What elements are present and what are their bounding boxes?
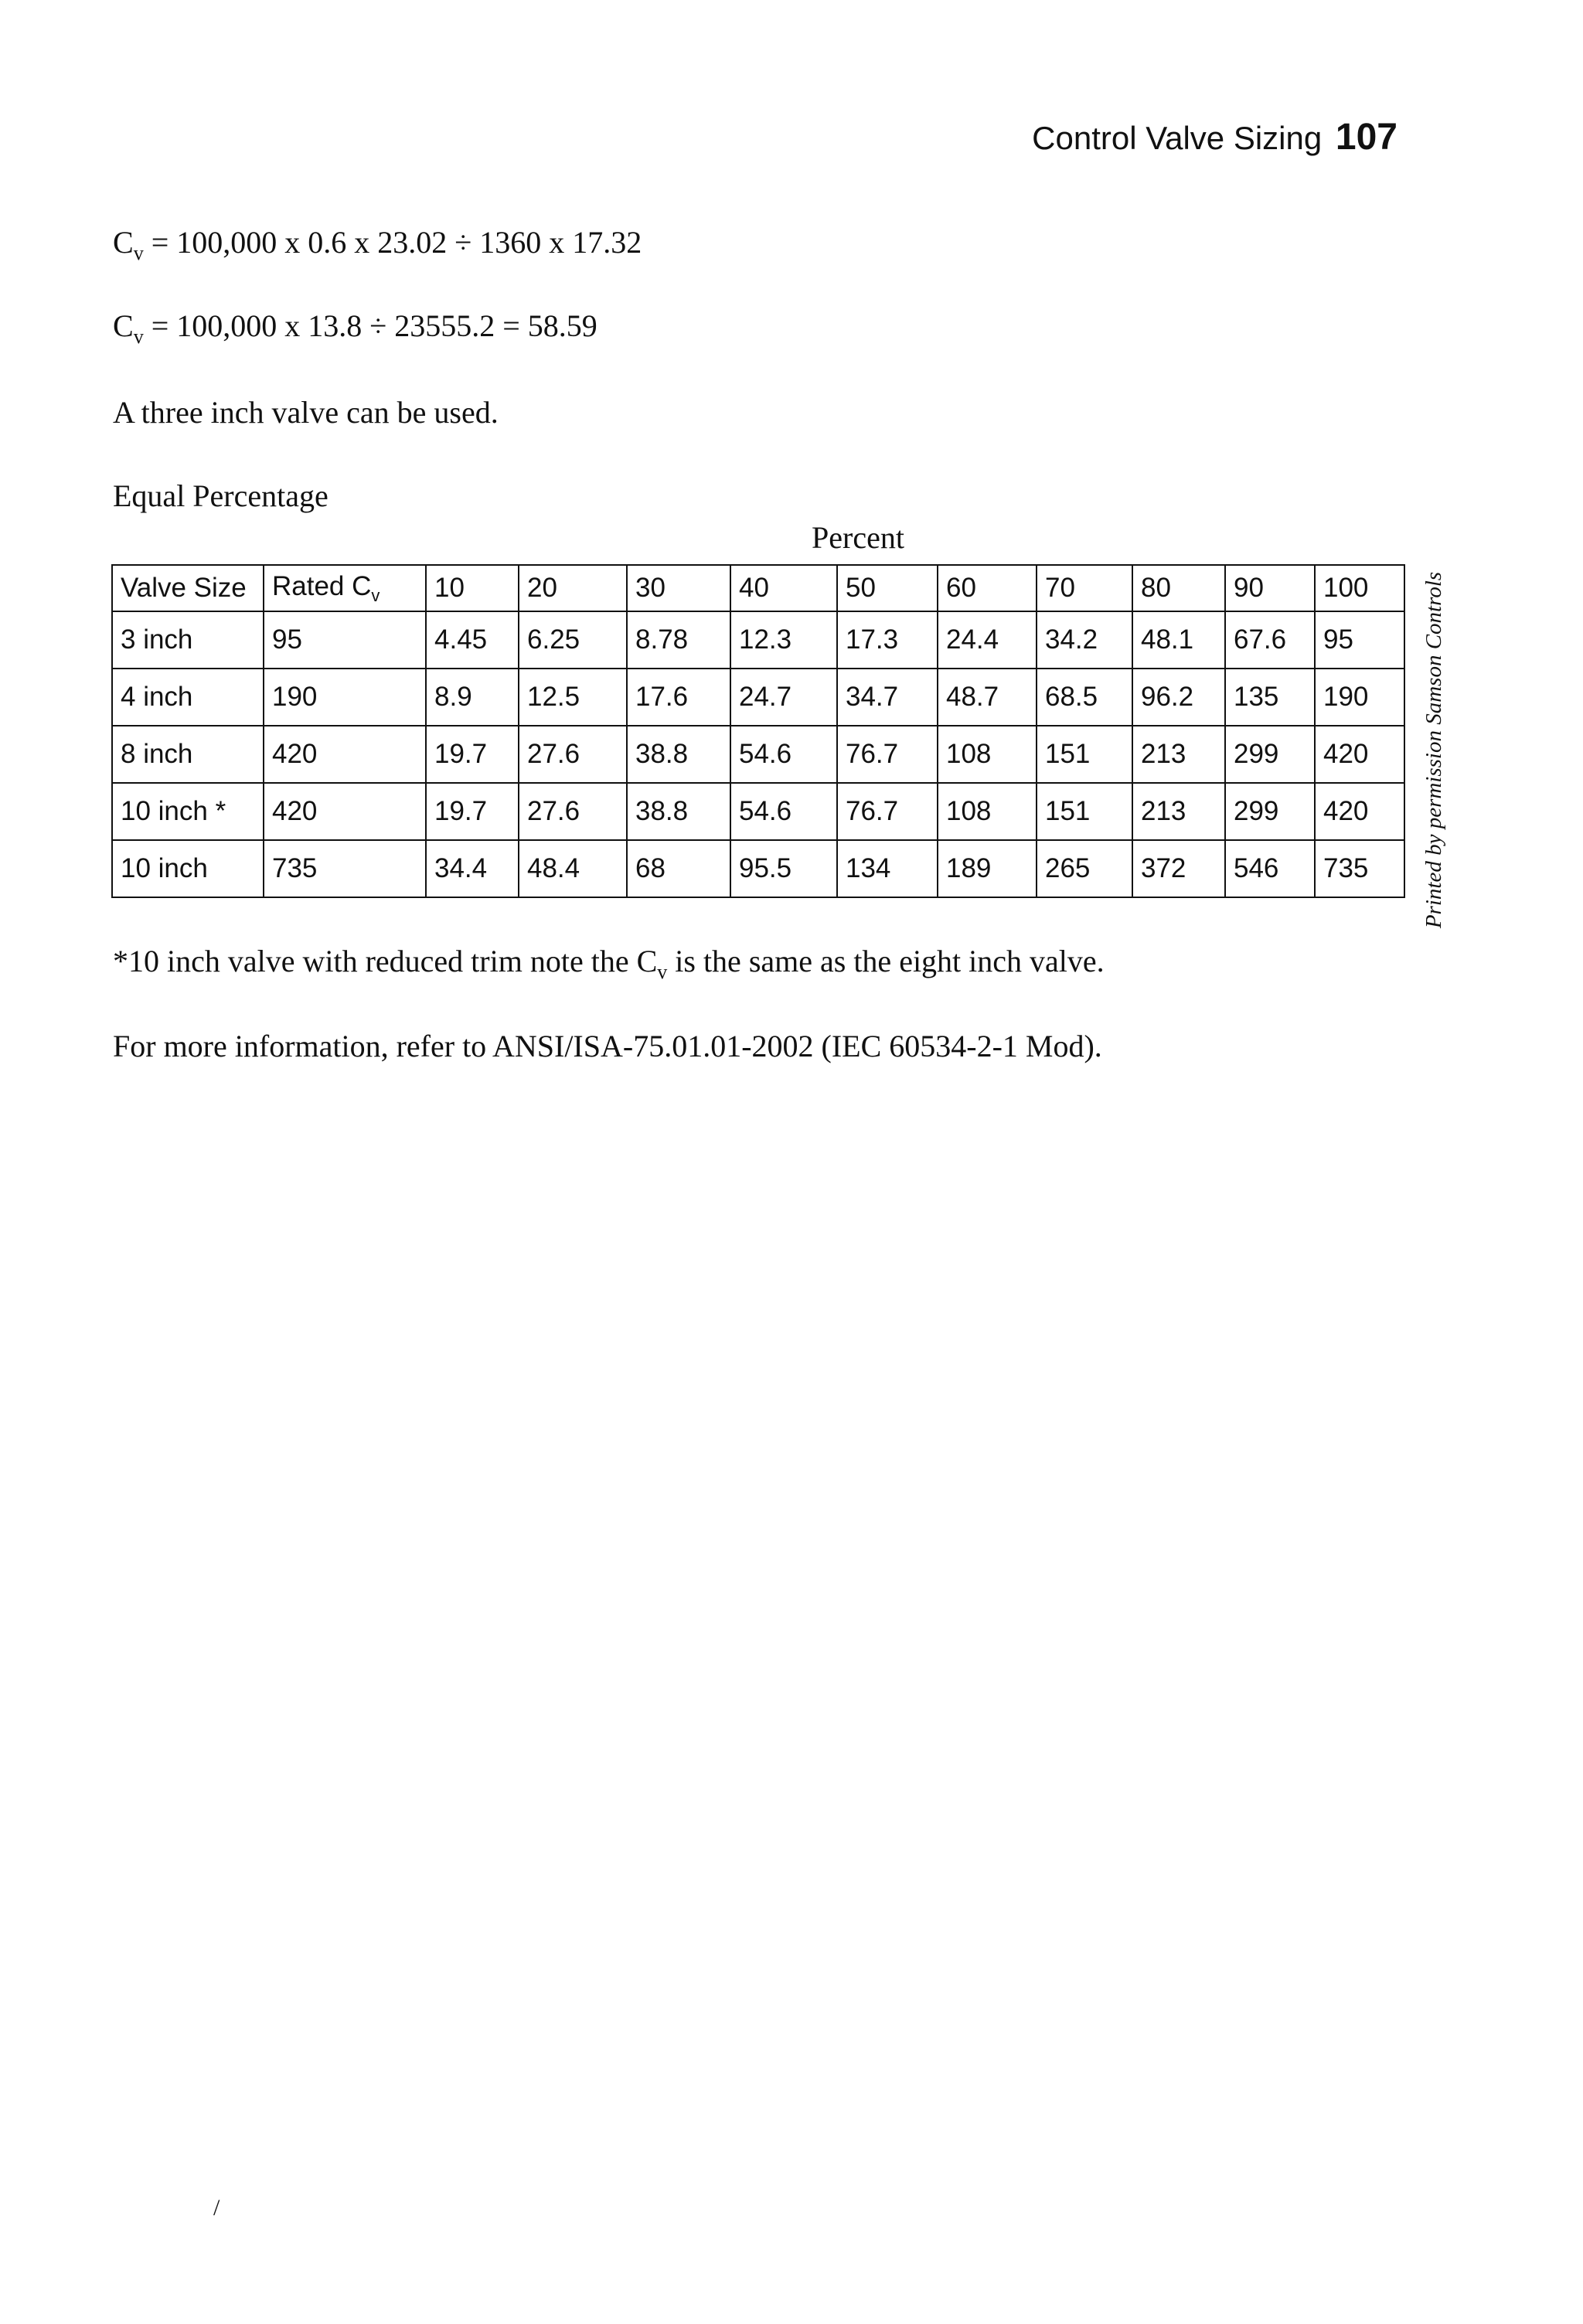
cell-cv-value: 190 bbox=[1315, 669, 1404, 726]
table-row bbox=[112, 669, 1404, 726]
cell-valve-size: 8 inch bbox=[112, 726, 264, 783]
cv-table bbox=[111, 564, 1405, 898]
footnote-before: *10 inch valve with reduced trim note the C bbox=[113, 944, 658, 978]
cell-cv-value: 420 bbox=[1315, 726, 1404, 783]
cell-valve-size: 4 inch bbox=[112, 669, 264, 726]
cell-cv-value: 108 bbox=[938, 726, 1037, 783]
cell-cv-value: 54.6 bbox=[730, 783, 837, 840]
equation-1-sub: v bbox=[133, 242, 144, 264]
cell-cv-value: 34.4 bbox=[426, 840, 519, 897]
cell-cv-value: 95.5 bbox=[730, 840, 837, 897]
equation-2 bbox=[113, 308, 597, 349]
cell-cv-value: 95 bbox=[1315, 611, 1404, 669]
table-row bbox=[112, 783, 1404, 840]
cell-cv-value: 38.8 bbox=[627, 726, 730, 783]
cell-rated-cv: 420 bbox=[264, 783, 426, 840]
cell-cv-value: 38.8 bbox=[627, 783, 730, 840]
cell-cv-value: 735 bbox=[1315, 840, 1404, 897]
cell-cv-value: 68 bbox=[627, 840, 730, 897]
table-header-row bbox=[112, 565, 1404, 611]
header-valve-size: Valve Size bbox=[112, 565, 264, 611]
header-percent: 90 bbox=[1225, 565, 1315, 611]
running-head bbox=[1032, 116, 1397, 158]
cell-cv-value: 17.6 bbox=[627, 669, 730, 726]
equation-1-rhs: = 100,000 x 0.6 x 23.02 ÷ 1360 x 17.32 bbox=[143, 225, 642, 260]
cell-cv-value: 12.3 bbox=[730, 611, 837, 669]
cell-cv-value: 135 bbox=[1225, 669, 1315, 726]
cell-cv-value: 8.78 bbox=[627, 611, 730, 669]
header-percent: 20 bbox=[519, 565, 627, 611]
footnote-sub: v bbox=[657, 961, 668, 983]
cell-cv-value: 151 bbox=[1037, 726, 1132, 783]
cell-rated-cv: 735 bbox=[264, 840, 426, 897]
header-percent: 30 bbox=[627, 565, 730, 611]
header-percent: 80 bbox=[1132, 565, 1225, 611]
cell-cv-value: 76.7 bbox=[837, 783, 938, 840]
more-info: For more information, refer to ANSI/ISA-75.01.01-2002 (IEC 60534-2-1 Mod). bbox=[113, 1029, 1102, 1063]
cell-rated-cv: 420 bbox=[264, 726, 426, 783]
side-credit bbox=[1407, 564, 1462, 935]
cell-cv-value: 27.6 bbox=[519, 726, 627, 783]
cell-valve-size: 3 inch bbox=[112, 611, 264, 669]
cell-cv-value: 12.5 bbox=[519, 669, 627, 726]
equation-1-lhs: C bbox=[113, 225, 134, 260]
cell-cv-value: 76.7 bbox=[837, 726, 938, 783]
header-percent: 100 bbox=[1315, 565, 1404, 611]
running-head-title: Control Valve Sizing bbox=[1032, 120, 1323, 156]
cell-cv-value: 19.7 bbox=[426, 783, 519, 840]
cell-cv-value: 134 bbox=[837, 840, 938, 897]
cell-cv-value: 67.6 bbox=[1225, 611, 1315, 669]
page-number: 107 bbox=[1335, 117, 1397, 158]
cell-cv-value: 24.4 bbox=[938, 611, 1037, 669]
side-credit-text: Printed by permission Samson Controls bbox=[1421, 571, 1447, 928]
cell-cv-value: 54.6 bbox=[730, 726, 837, 783]
cell-cv-value: 372 bbox=[1132, 840, 1225, 897]
table-row bbox=[112, 726, 1404, 783]
cell-cv-value: 27.6 bbox=[519, 783, 627, 840]
header-rated-cv-label: Rated C bbox=[272, 570, 372, 601]
cell-cv-value: 299 bbox=[1225, 726, 1315, 783]
cell-cv-value: 213 bbox=[1132, 726, 1225, 783]
table-row bbox=[112, 611, 1404, 669]
cell-cv-value: 48.1 bbox=[1132, 611, 1225, 669]
footnote bbox=[113, 943, 1105, 984]
cell-cv-value: 48.4 bbox=[519, 840, 627, 897]
cell-valve-size: 10 inch * bbox=[112, 783, 264, 840]
table-row bbox=[112, 840, 1404, 897]
cell-cv-value: 96.2 bbox=[1132, 669, 1225, 726]
section-heading-equal-percentage: Equal Percentage bbox=[113, 478, 329, 513]
equation-2-sub: v bbox=[133, 325, 144, 348]
cell-cv-value: 189 bbox=[938, 840, 1037, 897]
cell-cv-value: 299 bbox=[1225, 783, 1315, 840]
equation-2-rhs: = 100,000 x 13.8 ÷ 23555.2 = 58.59 bbox=[143, 308, 597, 343]
cell-cv-value: 546 bbox=[1225, 840, 1315, 897]
cell-cv-value: 420 bbox=[1315, 783, 1404, 840]
cell-rated-cv: 95 bbox=[264, 611, 426, 669]
cell-cv-value: 213 bbox=[1132, 783, 1225, 840]
equation-2-lhs: C bbox=[113, 308, 134, 343]
header-percent: 40 bbox=[730, 565, 837, 611]
cell-cv-value: 4.45 bbox=[426, 611, 519, 669]
cell-rated-cv: 190 bbox=[264, 669, 426, 726]
header-percent: 50 bbox=[837, 565, 938, 611]
cell-cv-value: 8.9 bbox=[426, 669, 519, 726]
cell-cv-value: 19.7 bbox=[426, 726, 519, 783]
cell-cv-value: 48.7 bbox=[938, 669, 1037, 726]
cell-cv-value: 6.25 bbox=[519, 611, 627, 669]
cell-cv-value: 34.7 bbox=[837, 669, 938, 726]
equation-1 bbox=[113, 224, 642, 265]
table-caption: Percent bbox=[812, 520, 904, 555]
cell-valve-size: 10 inch bbox=[112, 840, 264, 897]
cell-cv-value: 265 bbox=[1037, 840, 1132, 897]
paragraph-three-inch: A three inch valve can be used. bbox=[113, 395, 499, 430]
stray-mark: / bbox=[213, 2195, 220, 2220]
cell-cv-value: 24.7 bbox=[730, 669, 837, 726]
header-rated-cv bbox=[264, 565, 426, 611]
cell-cv-value: 68.5 bbox=[1037, 669, 1132, 726]
header-percent: 60 bbox=[938, 565, 1037, 611]
cell-cv-value: 34.2 bbox=[1037, 611, 1132, 669]
header-rated-cv-sub: v bbox=[371, 585, 380, 605]
cell-cv-value: 17.3 bbox=[837, 611, 938, 669]
header-percent: 70 bbox=[1037, 565, 1132, 611]
cell-cv-value: 151 bbox=[1037, 783, 1132, 840]
cell-cv-value: 108 bbox=[938, 783, 1037, 840]
header-percent: 10 bbox=[426, 565, 519, 611]
footnote-after: is the same as the eight inch valve. bbox=[667, 944, 1105, 978]
